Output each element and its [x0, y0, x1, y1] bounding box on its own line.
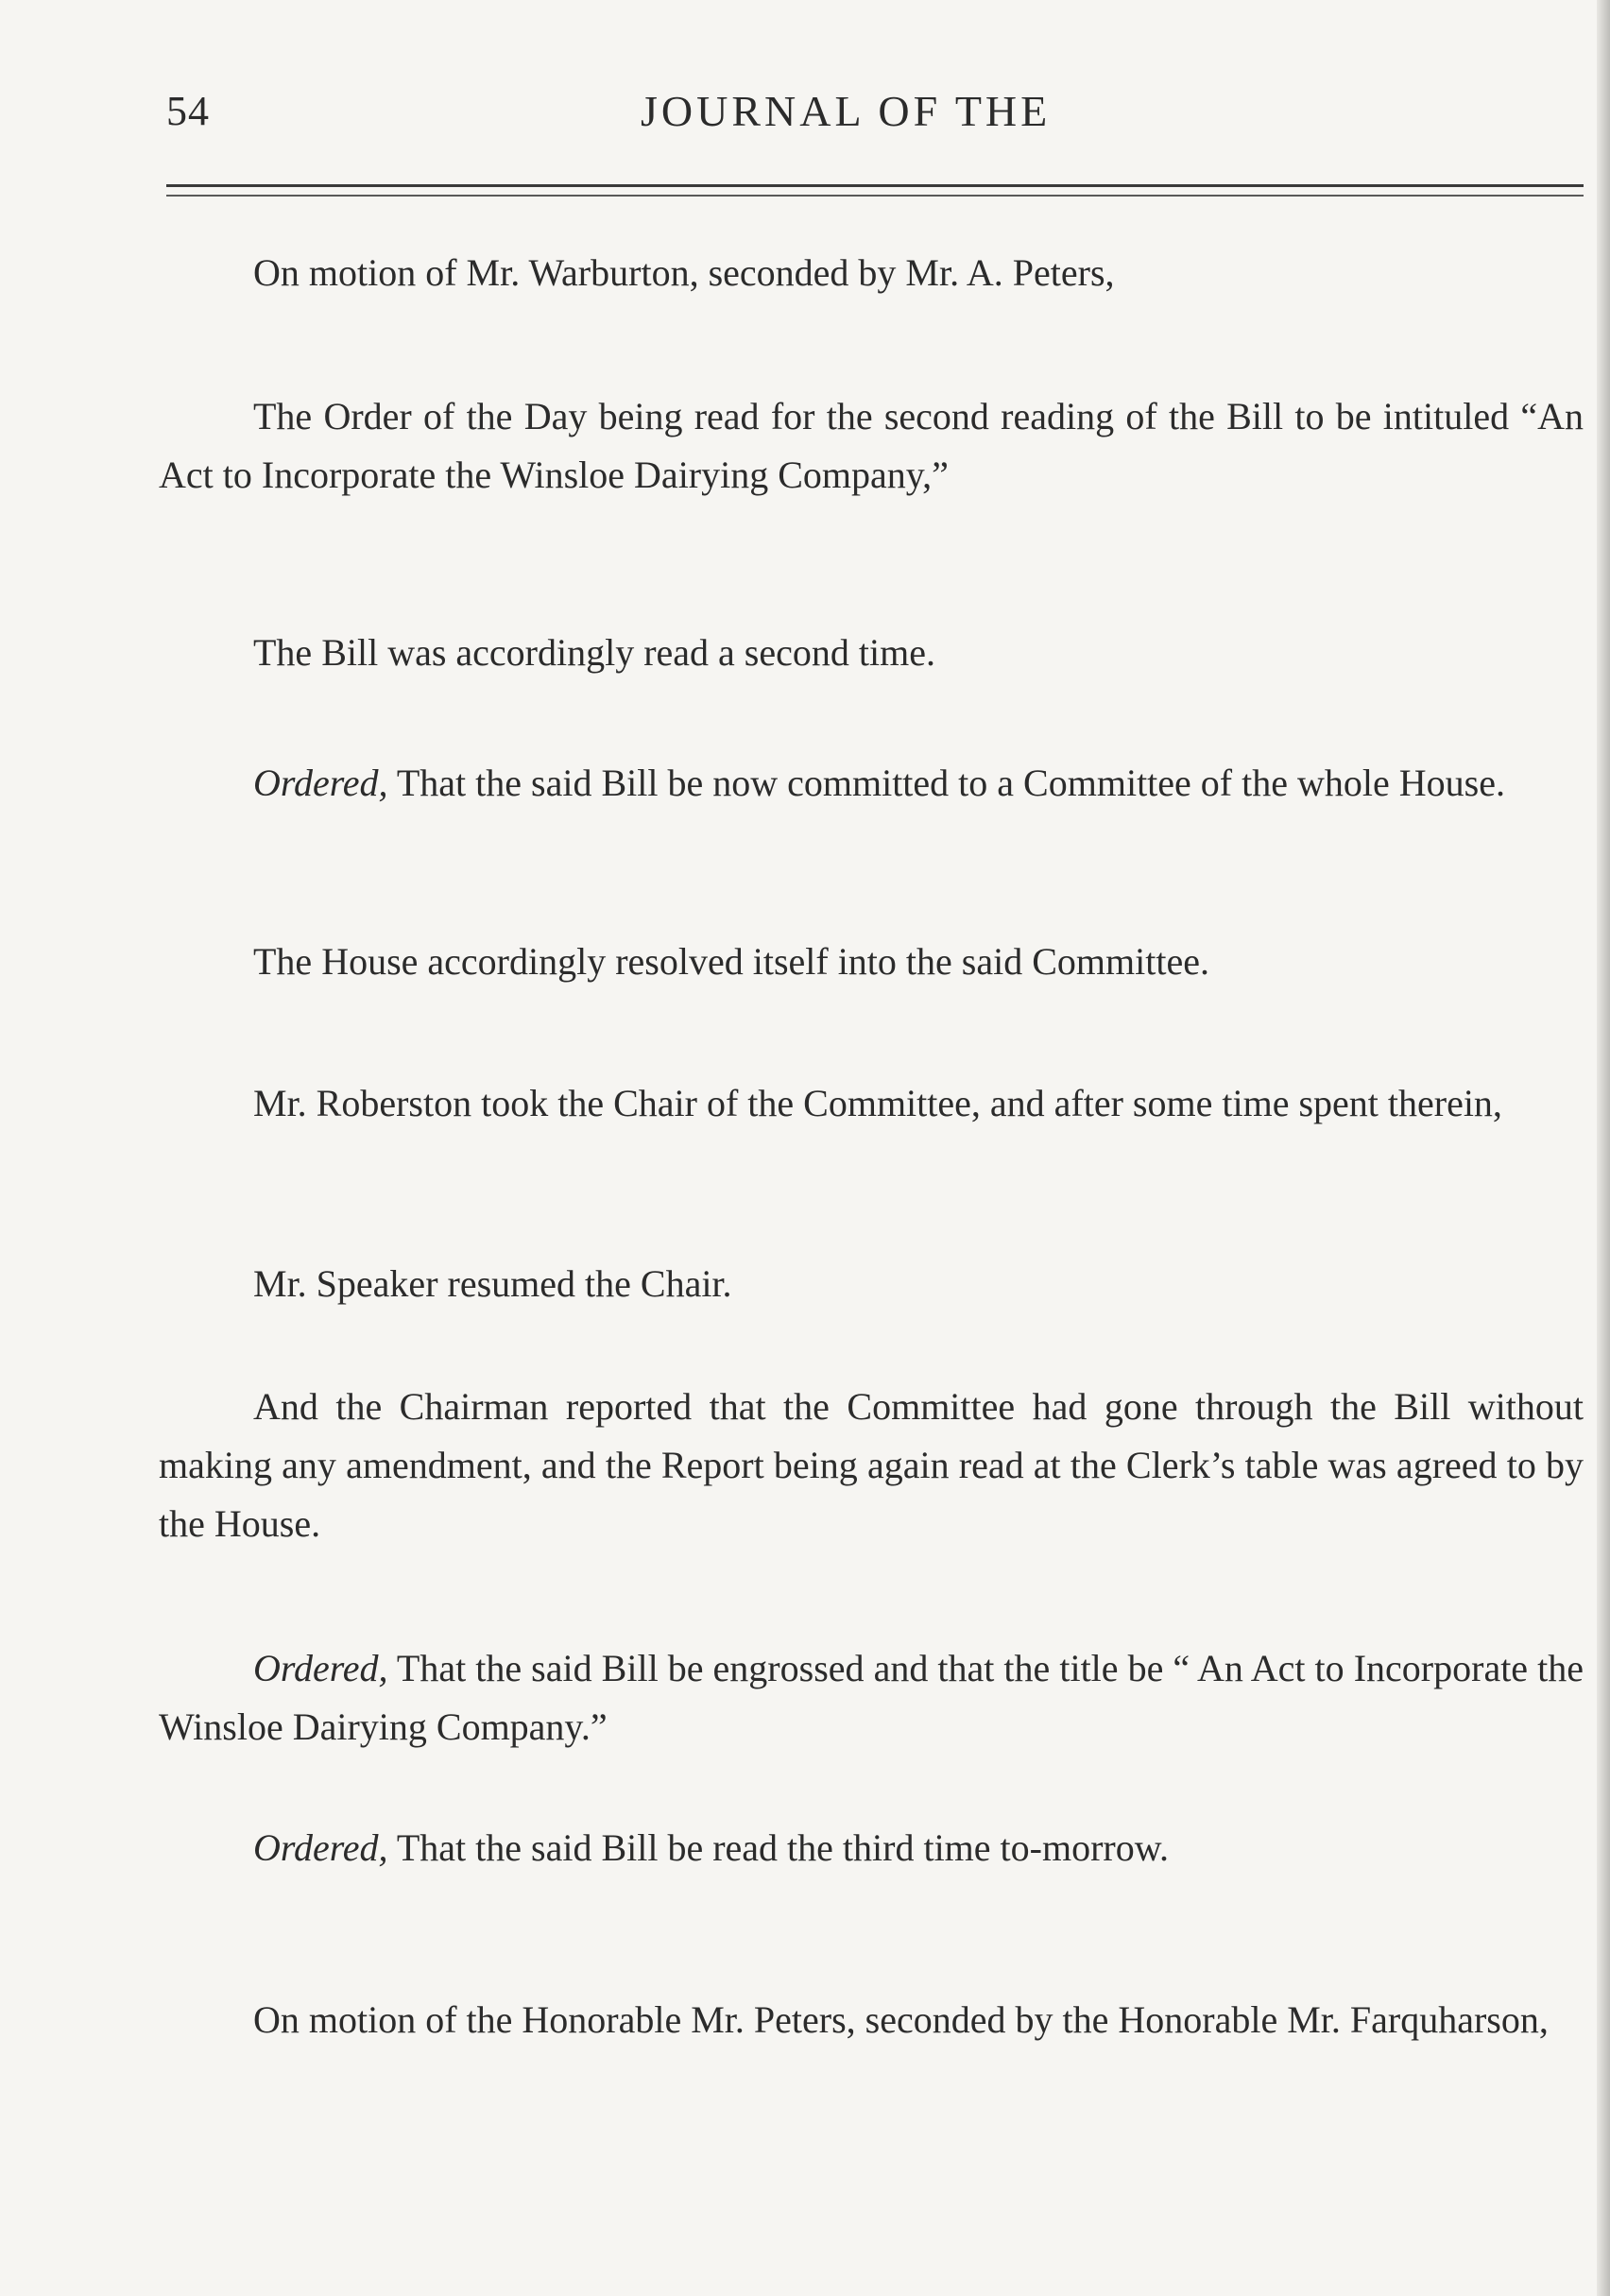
paragraph-order-of-day — [159, 387, 1584, 505]
paragraph-text: On motion of the Honorable Mr. Peters, seconded by the Honorable Mr. Farquharson, — [253, 1998, 1549, 2041]
paragraph-text: That the said Bill be engrossed and that the title be “ An Act to Incorporate the Winsloe Dairying Company.” — [159, 1647, 1584, 1748]
paragraph-text: Mr. Roberston took the Chair of the Committee, and after some time spent therein, — [253, 1082, 1502, 1124]
paragraph-text: That the said Bill be read the third time to-morrow. — [387, 1826, 1170, 1869]
paragraph-ordered-committed — [159, 754, 1584, 813]
header-rule-bottom — [166, 195, 1584, 197]
paragraph-house-resolved — [159, 933, 1584, 991]
paragraph-text: Mr. Speaker resumed the Chair. — [253, 1262, 732, 1305]
paragraph-text: The Order of the Day being read for the second reading of the Bill to be intituled “An Act to Incorporate the Winsloe Dairying Company,” — [159, 395, 1584, 496]
page-edge-shadow — [1597, 0, 1610, 2296]
paragraph-chair-of-committee — [159, 1074, 1584, 1133]
paragraph-ordered-engrossed — [159, 1639, 1584, 1756]
page-header — [166, 83, 1584, 140]
ordered-lead: Ordered, — [253, 762, 388, 804]
paragraph-ordered-third-reading — [159, 1819, 1584, 1877]
ordered-lead: Ordered, — [253, 1647, 388, 1689]
paragraph-text: On motion of Mr. Warburton, seconded by Mr. A. Peters, — [253, 251, 1115, 294]
paragraph-motion-warburton — [159, 244, 1584, 302]
paragraph-text: The Bill was accordingly read a second time. — [253, 631, 935, 674]
paragraph-second-reading — [159, 624, 1584, 682]
paragraph-text: The House accordingly resolved itself into the said Committee. — [253, 940, 1209, 983]
paragraph-text: That the said Bill be now committed to a Committee of the whole House. — [387, 762, 1505, 804]
paragraph-motion-peters — [159, 1991, 1584, 2049]
header-rule-top — [166, 184, 1584, 187]
running-title: JOURNAL OF THE — [641, 87, 1052, 135]
paragraph-chairman-reported — [159, 1378, 1584, 1553]
page-number: 54 — [166, 88, 210, 134]
paragraph-speaker-resumed — [159, 1255, 1584, 1313]
ordered-lead: Ordered, — [253, 1826, 388, 1869]
paragraph-text: And the Chairman reported that the Committee had gone through the Bill without making any amendment, and the Report being again read at the Clerk’s table was agreed to by the House. — [159, 1385, 1584, 1545]
